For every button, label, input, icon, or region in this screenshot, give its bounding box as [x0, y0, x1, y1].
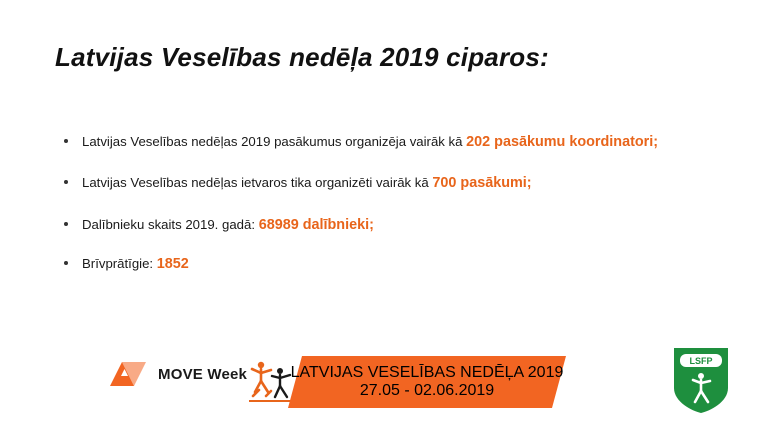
- list-item: [62, 133, 752, 152]
- bullet-list: [62, 133, 752, 295]
- bullet-dot-icon: [64, 222, 68, 226]
- event-banner: [288, 356, 566, 408]
- banner-line-1: LATVIJAS VESELĪBAS NEDĒĻA 2019: [290, 364, 564, 381]
- move-label: MOVE: [158, 365, 203, 383]
- bullet-text: Dalībnieku skaits 2019. gadā:: [82, 216, 259, 232]
- bullet-dot-icon: [64, 180, 68, 184]
- svg-text:LSFP: LSFP: [689, 356, 713, 366]
- bullet-highlight: 202 pasākumu koordinatori;: [466, 134, 659, 150]
- lsfp-logo-icon: [670, 344, 732, 416]
- bullet-text: Latvijas Veselības nedēļas 2019 pasākumus organizēja vairāk kā: [82, 134, 467, 149]
- page-title: Latvijas Veselības nedēļa 2019 ciparos:: [55, 42, 549, 72]
- move-week-logo: [108, 360, 247, 388]
- bullet-text: Brīvprātīgie:: [82, 256, 157, 272]
- list-item: [62, 216, 752, 235]
- move-arrow-icon: [108, 360, 150, 388]
- list-item: [62, 174, 752, 193]
- bullet-highlight: 700 pasākumi;: [432, 175, 532, 192]
- bullet-highlight: 1852: [156, 256, 189, 273]
- bullet-text: Latvijas Veselības nedēļas ietvaros tika organizēti vairāk kā: [82, 175, 433, 191]
- bullet-highlight: 68989 dalībnieki;: [258, 216, 374, 233]
- bullet-dot-icon: [64, 261, 68, 265]
- move-week-label: [158, 366, 247, 383]
- banner-line-2: 27.05 - 02.06.2019: [359, 382, 495, 399]
- bullet-dot-icon: [64, 139, 68, 143]
- list-item: [62, 255, 752, 274]
- week-label: Week: [207, 365, 248, 383]
